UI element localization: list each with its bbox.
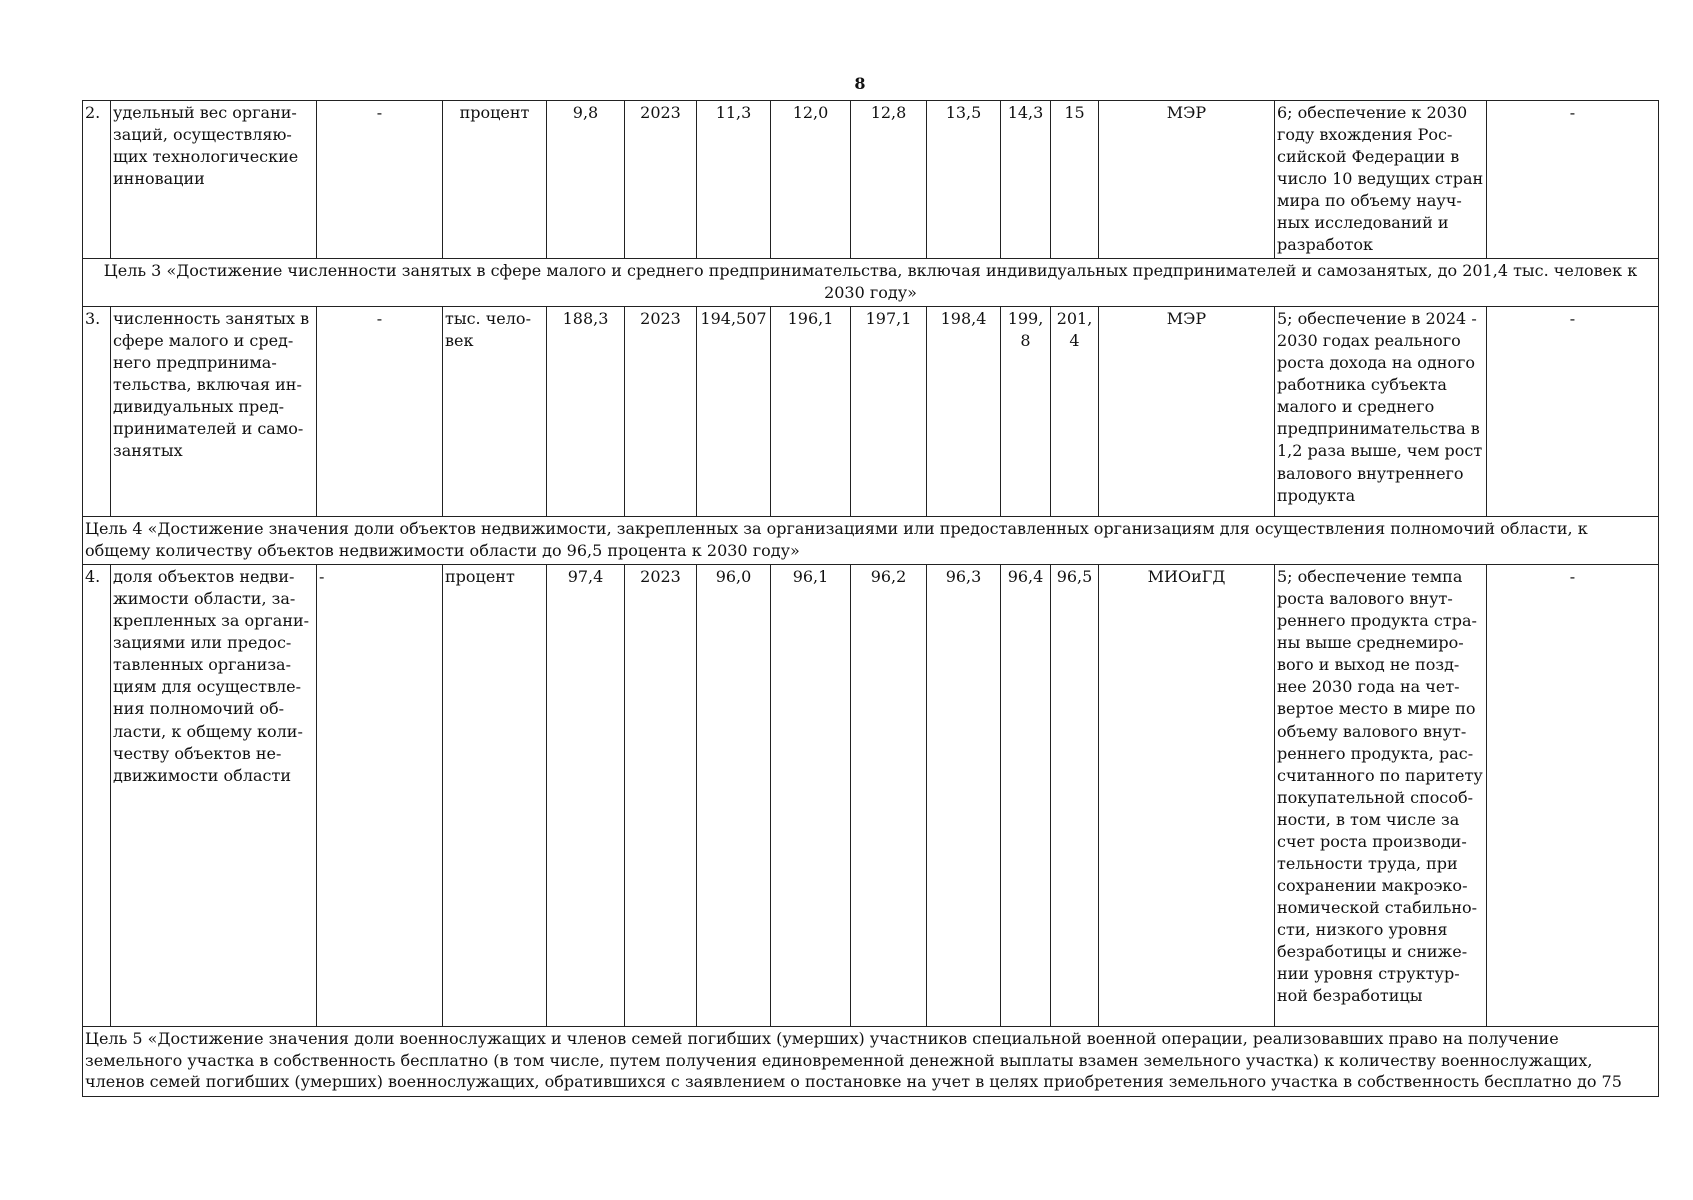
value-cell: 96,2 — [851, 565, 927, 1027]
cell-text-line: заций, осуществляю- — [113, 125, 292, 145]
row-number: 3. — [83, 307, 111, 517]
cell-text-line: ной безработицы — [1277, 986, 1423, 1006]
responsible-body: МЭР — [1099, 101, 1275, 259]
cell-text-line: движимости области — [113, 765, 291, 785]
cell-text-line: тыс. чело- — [445, 309, 531, 328]
cell-text-line: 2030 годах реального — [1277, 331, 1461, 351]
goal-row — [83, 1027, 1659, 1097]
value-cell: 96,5 — [1051, 565, 1099, 1027]
value-cell: 96,4 — [1001, 565, 1051, 1027]
cell-text-line: валового внутреннего — [1277, 463, 1464, 483]
cell-text-line: сохранении макроэко- — [1277, 876, 1468, 896]
goal-row — [83, 517, 1659, 565]
value-cell: 12,8 — [851, 101, 927, 259]
cell-text-line: работника субъекта — [1277, 375, 1447, 395]
cell-text-line: роста валового внут- — [1277, 589, 1453, 609]
cell-text-line: 6; обеспечение к 2030 — [1277, 103, 1468, 122]
row-number: 2. — [83, 101, 111, 259]
value-cell: 194,507 — [697, 307, 771, 517]
value-cell: 201,4 — [1051, 307, 1099, 517]
cell-text-line: разработок — [1277, 235, 1374, 255]
page-number: 8 — [854, 74, 866, 93]
row-number: 4. — [83, 565, 111, 1027]
value-cell: 198,4 — [927, 307, 1001, 517]
indicator-name — [111, 101, 317, 259]
cell-text-line: продукта — [1277, 485, 1356, 505]
value-cell: 96,0 — [697, 565, 771, 1027]
indicator-attribute: - — [317, 307, 443, 517]
value-cell: 15 — [1051, 101, 1099, 259]
value-cell: 96,3 — [927, 565, 1001, 1027]
cell-text-line: 1,2 раза выше, чем рост — [1277, 441, 1483, 461]
national-goal-link — [1275, 101, 1487, 259]
cell-text-line: сфере малого и сред- — [113, 331, 294, 351]
national-goal-link — [1275, 307, 1487, 517]
cell-text-line: него предпринима- — [113, 353, 277, 373]
value-cell: 199,8 — [1001, 307, 1051, 517]
cell-text-line: удельный вес органи- — [113, 103, 297, 122]
cell-text-line: ных исследований и — [1277, 213, 1449, 233]
cell-text-line: зациями или предос- — [113, 633, 292, 653]
indicator-row — [83, 307, 1659, 517]
indicator-attribute: - — [317, 101, 443, 259]
cell-text-line: ности, в том числе за — [1277, 809, 1460, 829]
base-value: 97,4 — [547, 565, 625, 1027]
value-cell: 12,0 — [771, 101, 851, 259]
value-cell: 11,3 — [697, 101, 771, 259]
cell-text-line: 5; обеспечение в 2024 - — [1277, 309, 1477, 328]
cell-text-line: процент — [445, 567, 515, 586]
goal-heading: Цель 3 «Достижение численности занятых в сфере малого и среднего предпринимательства, включая индивидуальных предпринимателей и самозанятых, до 201,4 тыс. человек к 2030 году» — [83, 259, 1659, 307]
indicator-name — [111, 565, 317, 1027]
cell-text-line: нее 2030 года на чет- — [1277, 677, 1460, 697]
unit-of-measure — [443, 101, 547, 259]
last-column-value: - — [1487, 101, 1659, 259]
indicator-row — [83, 101, 1659, 259]
cell-text-line: процент — [459, 103, 530, 122]
cell-text-line: занятых — [113, 441, 183, 461]
cell-text-line: сийской Федерации в — [1277, 147, 1460, 167]
cell-text-line: век — [445, 331, 474, 351]
value-cell: 13,5 — [927, 101, 1001, 259]
unit-of-measure — [443, 307, 547, 517]
cell-text-line: мира по объему науч- — [1277, 191, 1462, 211]
cell-text-line: году вхождения Рос- — [1277, 125, 1453, 145]
national-goal-link — [1275, 565, 1487, 1027]
cell-text-line: принимателей и само- — [113, 419, 304, 439]
indicator-name — [111, 307, 317, 517]
cell-text-line: ния полномочий об- — [113, 699, 285, 719]
cell-text-line: доля объектов недви- — [113, 567, 295, 586]
indicator-attribute: - — [317, 565, 443, 1027]
cell-text-line: инновации — [113, 169, 205, 189]
cell-text-line: реннего продукта, рас- — [1277, 743, 1474, 763]
cell-text-line: считанного по паритету — [1277, 765, 1483, 785]
base-year: 2023 — [625, 565, 697, 1027]
cell-text-line: численность занятых в — [113, 309, 310, 328]
cell-text-line: покупательной способ- — [1277, 787, 1474, 807]
cell-text-line: честву объектов не- — [113, 743, 282, 763]
cell-text-line: номической стабильно- — [1277, 898, 1478, 918]
last-column-value: - — [1487, 565, 1659, 1027]
cell-text-line: щих технологические — [113, 147, 299, 167]
cell-text-line: дивидуальных пред- — [113, 397, 285, 417]
base-year: 2023 — [625, 307, 697, 517]
last-column-value: - — [1487, 307, 1659, 517]
indicator-row — [83, 565, 1659, 1027]
unit-of-measure — [443, 565, 547, 1027]
cell-text-line: безработицы и сниже- — [1277, 942, 1468, 962]
base-value: 188,3 — [547, 307, 625, 517]
cell-text-line: малого и среднего — [1277, 397, 1435, 417]
cell-text-line: счет роста производи- — [1277, 831, 1467, 851]
cell-text-line: роста дохода на одного — [1277, 353, 1476, 373]
goal-heading: Цель 5 «Достижение значения доли военнослужащих и членов семей погибших (умерших) участников специальной военной операции, реализовавших право на получение земельного участка в собственность бесплатно (в том числе, путем получения единовременной денежной выплаты взамен земельного участка) к количеству военнослужащих, членов семей погибших (умерших) военнослужащих, обратившихся с заявлением о постановке на учет в целях приобретения земельного участка в собственность бесплатно до 75 — [83, 1027, 1659, 1097]
cell-text-line: тавленных организа- — [113, 655, 291, 675]
cell-text-line: тельства, включая ин- — [113, 375, 302, 395]
cell-text-line: число 10 ведущих стран — [1277, 169, 1484, 189]
cell-text-line: предпринимательства в — [1277, 419, 1480, 439]
base-year: 2023 — [625, 101, 697, 259]
indicators-table — [82, 100, 1659, 1097]
cell-text-line: нии уровня структур- — [1277, 964, 1460, 984]
cell-text-line: крепленных за органи- — [113, 611, 310, 631]
base-value: 9,8 — [547, 101, 625, 259]
cell-text-line: циям для осуществле- — [113, 677, 301, 697]
goal-row — [83, 259, 1659, 307]
cell-text-line: реннего продукта стра- — [1277, 611, 1477, 631]
value-cell: 96,1 — [771, 565, 851, 1027]
cell-text-line: вого и выход не позд- — [1277, 655, 1460, 675]
goal-heading: Цель 4 «Достижение значения доли объектов недвижимости, закрепленных за организациями или предоставленных организациям для осуществления полномочий области, к общему количеству объектов недвижимости области до 96,5 процента к 2030 году» — [83, 517, 1659, 565]
cell-text-line: вертое место в мире по — [1277, 699, 1476, 719]
cell-text-line: сти, низкого уровня — [1277, 920, 1448, 940]
cell-text-line: 5; обеспечение темпа — [1277, 567, 1463, 586]
value-cell: 14,3 — [1001, 101, 1051, 259]
cell-text-line: тельности труда, при — [1277, 854, 1458, 874]
responsible-body: МИОиГД — [1099, 565, 1275, 1027]
cell-text-line: объему валового внут- — [1277, 721, 1467, 741]
responsible-body: МЭР — [1099, 307, 1275, 517]
cell-text-line: жимости области, за- — [113, 589, 296, 609]
value-cell: 196,1 — [771, 307, 851, 517]
cell-text-line: ны выше среднемиро- — [1277, 633, 1464, 653]
cell-text-line: ласти, к общему коли- — [113, 721, 303, 741]
value-cell: 197,1 — [851, 307, 927, 517]
